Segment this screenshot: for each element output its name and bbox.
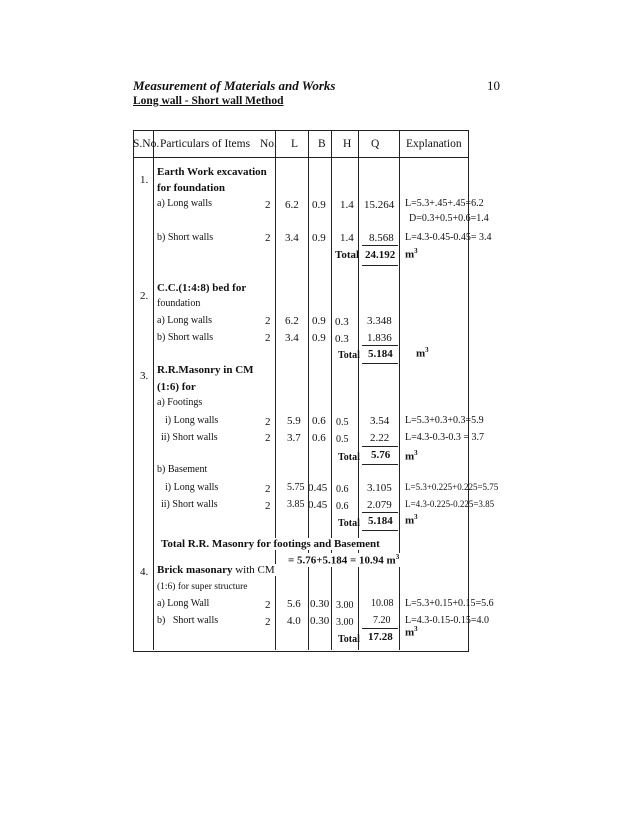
page-number: 10: [487, 78, 500, 93]
unit-label: $m^3$: [416, 346, 429, 360]
unit-label: $m^3$: [405, 449, 418, 463]
cell-q: 2.22: [370, 432, 390, 444]
row-label: i) Long walls: [165, 482, 219, 493]
cell-b: 0.30: [310, 615, 330, 627]
cell-b: 0.9: [312, 332, 326, 344]
cell-l: 5.75: [287, 482, 305, 493]
cell-no: 2: [265, 315, 271, 327]
cell-b: 0.9: [312, 232, 326, 244]
cell-h: 0.5: [336, 417, 349, 428]
cell-q: 15.264: [364, 199, 395, 211]
unit-label: $m^3$: [405, 247, 418, 261]
item-title: (1:6) for: [157, 381, 196, 393]
cell-no: 2: [265, 432, 271, 444]
col-header-explanation: Explanation: [406, 138, 462, 150]
row-label: i) Long walls: [165, 415, 219, 426]
col-divider-b: [358, 131, 359, 650]
cell-h: 3.00: [336, 617, 354, 628]
document-title: Measurement of Materials and Works: [133, 78, 336, 93]
total-label: Total: [338, 518, 360, 529]
cell-l: 3.4: [285, 232, 299, 244]
cell-l: 3.85: [287, 499, 305, 510]
cell-b: 0.45: [308, 499, 328, 511]
item-title: Earth Work excavation: [157, 166, 267, 178]
total-underline: [362, 628, 398, 629]
total-underline: [362, 363, 398, 364]
cell-q: 3.105: [367, 482, 392, 494]
cell-explanation: L=4.3-0.15-0.15=4.0: [405, 615, 490, 626]
item-title: C.C.(1:4:8) bed for: [157, 282, 247, 294]
cell-explanation: L=5.3+.45+.45=6.2: [405, 198, 484, 209]
cell-l: 4.0: [287, 615, 301, 627]
cell-explanation: L=5.3+0.3+0.3=5.9: [405, 415, 484, 426]
group-label: a) Footings: [157, 397, 203, 408]
col-header-particulars: Particulars of Items: [160, 138, 251, 150]
item-number: 3.: [140, 370, 149, 382]
cell-l: 5.9: [287, 415, 301, 427]
cell-q: 10.08: [371, 598, 394, 609]
cell-h: 0.6: [336, 484, 349, 495]
cell-h: 1.4: [340, 199, 354, 211]
summary-line: Total R.R. Masonry for footings and Basement: [161, 538, 380, 550]
row-label: b) Short walls: [157, 332, 214, 343]
row-label: a) Long walls: [157, 315, 212, 326]
col-header-no: No.: [260, 138, 277, 150]
cell-q: 2.079: [367, 499, 392, 511]
cell-explanation: D=0.3+0.5+0.6=1.4: [409, 213, 489, 224]
cell-explanation: L=5.3+0.225+0.225=5.75: [405, 482, 499, 492]
total-underline: [362, 265, 398, 266]
cell-l: 5.6: [287, 598, 301, 610]
col-header-sno: S.No.: [133, 138, 160, 150]
col-divider-l: [331, 131, 332, 650]
total-underline: [362, 464, 398, 465]
total-value: 5.76: [371, 449, 391, 461]
total-label: Total: [338, 350, 360, 361]
row-label: ii) Short walls: [161, 499, 218, 510]
row-label: b) Short walls: [157, 232, 214, 243]
total-underline: [362, 446, 398, 447]
cell-b: 0.45: [308, 482, 328, 494]
cell-q: 3.54: [370, 415, 390, 427]
total-underline: [362, 530, 398, 531]
unit-label: $m^3$: [405, 625, 418, 639]
total-label: Total: [338, 634, 360, 645]
item-title: R.R.Masonry in CM: [157, 364, 254, 376]
item-title: foundation: [157, 298, 201, 309]
cell-no: 2: [265, 599, 271, 611]
cell-q: 3.348: [367, 315, 392, 327]
total-value: 5.184: [368, 515, 393, 527]
cell-explanation: L=4.3-0.225-0.225=3.85: [405, 499, 495, 509]
cell-no: 2: [265, 332, 271, 344]
cell-q: 7.20: [373, 615, 391, 626]
item-number: 4.: [140, 566, 149, 578]
cell-no: 2: [265, 416, 271, 428]
section-subtitle: Long wall - Short wall Method: [133, 95, 284, 107]
cell-l: 3.4: [285, 332, 299, 344]
cell-explanation: L=4.3-0.45-0.45= 3.4: [405, 232, 492, 243]
cell-l: 6.2: [285, 199, 299, 211]
total-value: 24.192: [365, 249, 396, 261]
total-label: Total: [338, 452, 360, 463]
cell-b: 0.9: [312, 315, 326, 327]
row-label: a) Long Wall: [157, 598, 210, 609]
cell-h: 0.3: [335, 333, 349, 345]
row-label: ii) Short walls: [161, 432, 218, 443]
cell-b: 0.9: [312, 199, 326, 211]
cell-b: 0.6: [312, 432, 326, 444]
cell-no: 2: [265, 483, 271, 495]
cell-l: 6.2: [285, 315, 299, 327]
item-number: 2.: [140, 290, 149, 302]
cell-h: 0.5: [336, 434, 349, 445]
item-title: (1:6) for super structure: [157, 582, 248, 592]
summary-total: = 5.76+5.184 = 10.94 $m^3$: [288, 553, 400, 567]
cell-b: 0.30: [310, 598, 330, 610]
col-header-q: Q: [371, 138, 380, 150]
group-label: b) Basement: [157, 464, 208, 475]
col-divider-q: [399, 131, 400, 650]
item-title: for foundation: [157, 182, 225, 194]
total-underline: [362, 245, 398, 246]
total-value: 5.184: [368, 348, 393, 360]
unit-label: $m^3$: [405, 513, 418, 527]
cell-q: 8.568: [369, 232, 394, 244]
cell-explanation: L=4.3-0.3-0.3 = 3.7: [405, 432, 485, 443]
col-divider-sno: [153, 131, 154, 650]
col-header-l: L: [291, 138, 299, 150]
total-label: Total: [335, 249, 360, 261]
cell-q: 1.836: [367, 332, 392, 344]
item-number: 1.: [140, 174, 149, 186]
cell-h: 0.3: [335, 316, 349, 328]
total-underline: [362, 512, 398, 513]
cell-no: 2: [265, 616, 271, 628]
cell-h: 3.00: [336, 600, 354, 611]
row-label: b) Short walls: [157, 615, 219, 626]
cell-no: 2: [265, 232, 271, 244]
cell-explanation: L=5.3+0.15+0.15=5.6: [405, 598, 494, 609]
cell-h: 1.4: [340, 232, 354, 244]
item-title: Brick masonary with CM: [157, 564, 275, 576]
total-underline: [362, 345, 398, 346]
row-label: a) Long walls: [157, 198, 212, 209]
cell-no: 2: [265, 199, 271, 211]
cell-b: 0.6: [312, 415, 326, 427]
col-header-b: B: [318, 138, 326, 150]
col-divider-no: [308, 131, 309, 650]
cell-h: 0.6: [336, 501, 349, 512]
cell-no: 2: [265, 500, 271, 512]
table-header-divider: [133, 157, 469, 158]
total-value: 17.28: [368, 631, 393, 643]
cell-l: 3.7: [287, 432, 301, 444]
col-header-h: H: [343, 138, 352, 150]
